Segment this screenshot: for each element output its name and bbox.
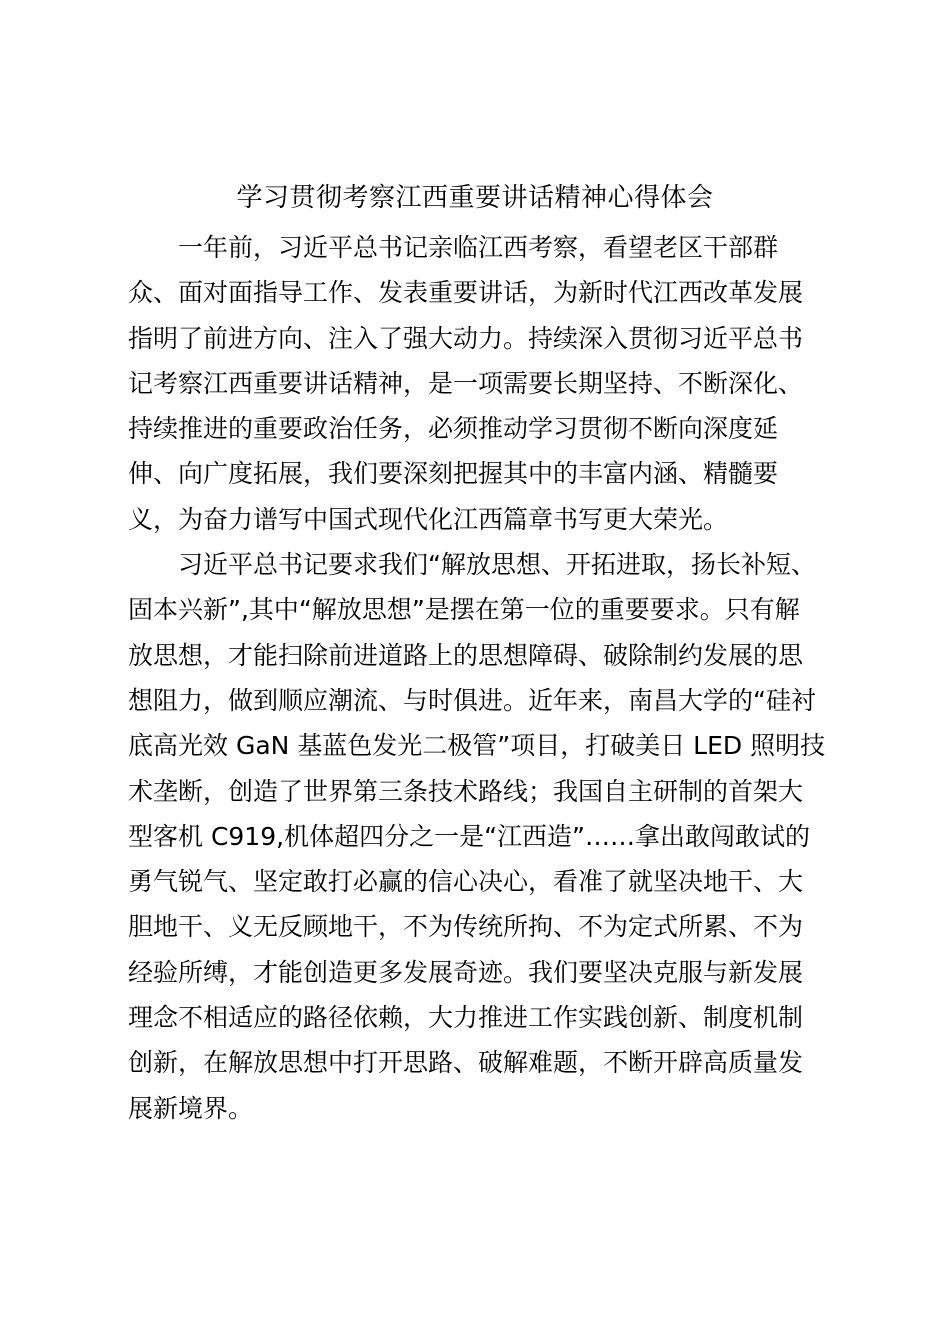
paragraph-line: 展新境界。 xyxy=(128,1093,254,1123)
paragraph-line: 底高光效 GaN 基蓝色发光二极管”项目，打破美日 LED 照明技 xyxy=(128,731,826,761)
paragraph-line: 持续推进的重要政治任务，必须推动学习贯彻不断向深度延 xyxy=(128,414,779,444)
paragraph-line: 理念不相适应的路径依赖，大力推进工作实践创新、制度机制 xyxy=(128,1003,804,1033)
paragraph-line: 放思想，才能扫除前进道路上的思想障碍、破除制约发展的思 xyxy=(128,640,804,670)
paragraph-line: 义，为奋力谱写中国式现代化江西篇章书写更大荣光。 xyxy=(128,504,729,534)
paragraph-line: 一年前，习近平总书记亲临江西考察，看望老区干部群 xyxy=(178,233,779,262)
document-title: 学习贯彻考察江西重要讲话精神心得体会 xyxy=(236,183,714,213)
paragraph-line: 创新，在解放思想中打开思路、破解难题，不断开辟高质量发 xyxy=(128,1048,804,1078)
paragraph-line: 想阻力，做到顺应潮流、与时俱进。近年来，南昌大学的“硅衬 xyxy=(128,685,816,715)
paragraph-line: 众、面对面指导工作、发表重要讲话，为新时代江西改革发展 xyxy=(128,278,804,308)
paragraph-line: 型客机 C919,机体超四分之一是“江西造”……拿出敢闯敢试的 xyxy=(128,821,810,851)
paragraph-line: 胆地干、义无反顾地干，不为传统所拘、不为定式所累、不为 xyxy=(128,912,804,942)
paragraph-line: 指明了前进方向、注入了强大动力。持续深入贯彻习近平总书 xyxy=(128,323,804,353)
paragraph-line: 固本兴新”,其中“解放思想”是摆在第一位的重要要求。只有解 xyxy=(128,595,800,625)
paragraph-1 xyxy=(128,225,828,542)
document-body xyxy=(128,225,828,1131)
paragraph-line: 习近平总书记要求我们“解放思想、开拓进取，扬长补短、 xyxy=(178,550,816,580)
paragraph-2 xyxy=(128,542,828,1131)
paragraph-line: 勇气锐气、坚定敢打必赢的信心决心，看准了就坚决地干、大 xyxy=(128,867,804,897)
paragraph-line: 经验所缚，才能创造更多发展奇迹。我们要坚决克服与新发展 xyxy=(128,957,804,987)
paragraph-line: 术垄断，创造了世界第三条技术路线；我国自主研制的首架大 xyxy=(128,776,804,806)
paragraph-line: 记考察江西重要讲话精神，是一项需要长期坚持、不断深化、 xyxy=(128,368,804,398)
paragraph-line: 伸、向广度拓展，我们要深刻把握其中的丰富内涵、精髓要 xyxy=(128,459,779,489)
